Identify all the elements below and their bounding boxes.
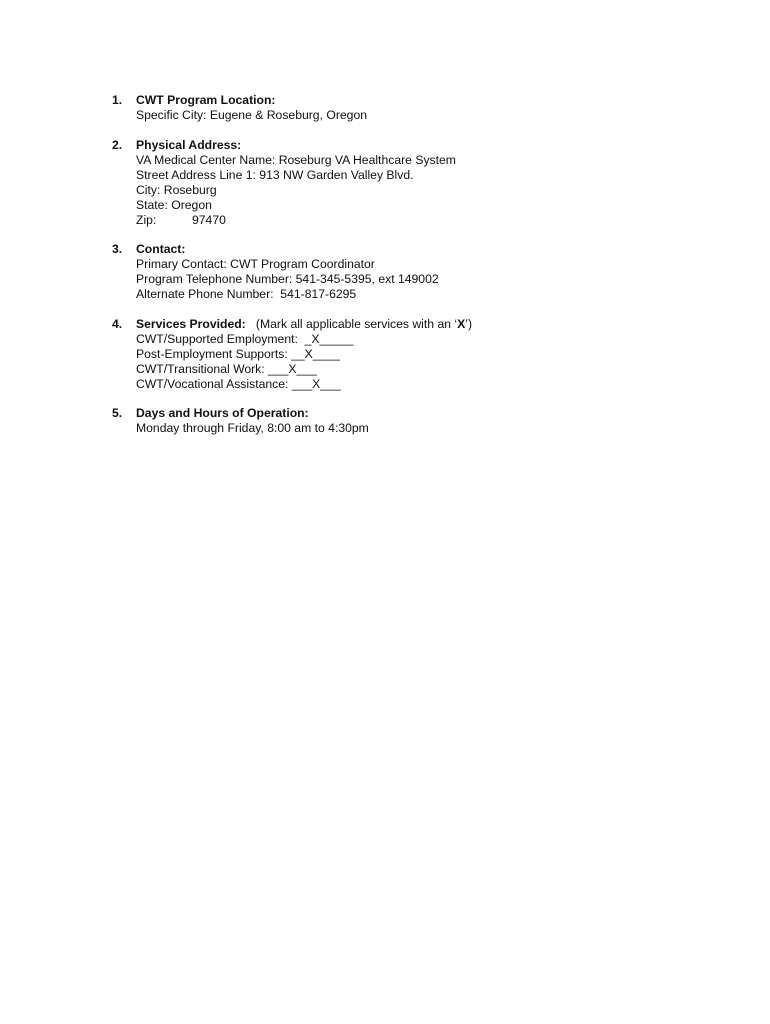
note-mark: X — [457, 316, 466, 331]
section-number: 5. — [112, 406, 123, 420]
note-prefix: (Mark all applicable services with an ‘ — [255, 316, 458, 331]
document-body — [112, 93, 712, 451]
section-days-hours — [112, 406, 712, 436]
medical-center-name-line: VA Medical Center Name: Roseburg VA Healthcare System — [136, 152, 456, 167]
zip-line — [136, 213, 712, 228]
section-number: 3. — [112, 242, 123, 256]
section-number: 1. — [112, 93, 123, 107]
zip-value: 97470 — [192, 212, 226, 227]
services-heading-line — [136, 317, 712, 332]
section-heading: Days and Hours of Operation: — [136, 406, 309, 420]
services-instruction-note — [256, 317, 472, 331]
section-contact — [112, 242, 712, 302]
section-physical-address — [112, 138, 712, 228]
vocational-assistance-line: CWT/Vocational Assistance: ___X___ — [136, 376, 341, 391]
section-number: 2. — [112, 137, 123, 152]
section-heading: Services Provided: — [136, 316, 246, 331]
section-services-provided — [112, 317, 712, 392]
section-heading: Contact: — [136, 242, 186, 256]
state-line: State: Oregon — [136, 197, 212, 212]
section-heading: Physical Address: — [136, 137, 242, 152]
supported-employment-line: CWT/Supported Employment: _X_____ — [136, 331, 354, 346]
note-suffix: ’) — [465, 316, 473, 331]
zip-label: Zip: — [136, 212, 157, 227]
hours-line: Monday through Friday, 8:00 am to 4:30pm — [136, 421, 369, 435]
city-line: City: Roseburg — [136, 182, 217, 197]
section-program-location — [112, 93, 712, 123]
primary-contact-line: Primary Contact: CWT Program Coordinator — [136, 257, 375, 271]
alternate-phone-line: Alternate Phone Number: 541-817-6295 — [136, 287, 357, 301]
specific-city-line: Specific City: Eugene & Roseburg, Oregon — [136, 108, 368, 122]
street-address-line: Street Address Line 1: 913 NW Garden Valley Blvd. — [136, 167, 414, 182]
transitional-work-line: CWT/Transitional Work: ___X___ — [136, 361, 317, 376]
program-telephone-line: Program Telephone Number: 541-345-5395, ext 149002 — [136, 272, 439, 286]
post-employment-supports-line: Post-Employment Supports: __X____ — [136, 346, 340, 361]
section-heading: CWT Program Location: — [136, 93, 276, 107]
section-number: 4. — [112, 316, 123, 331]
